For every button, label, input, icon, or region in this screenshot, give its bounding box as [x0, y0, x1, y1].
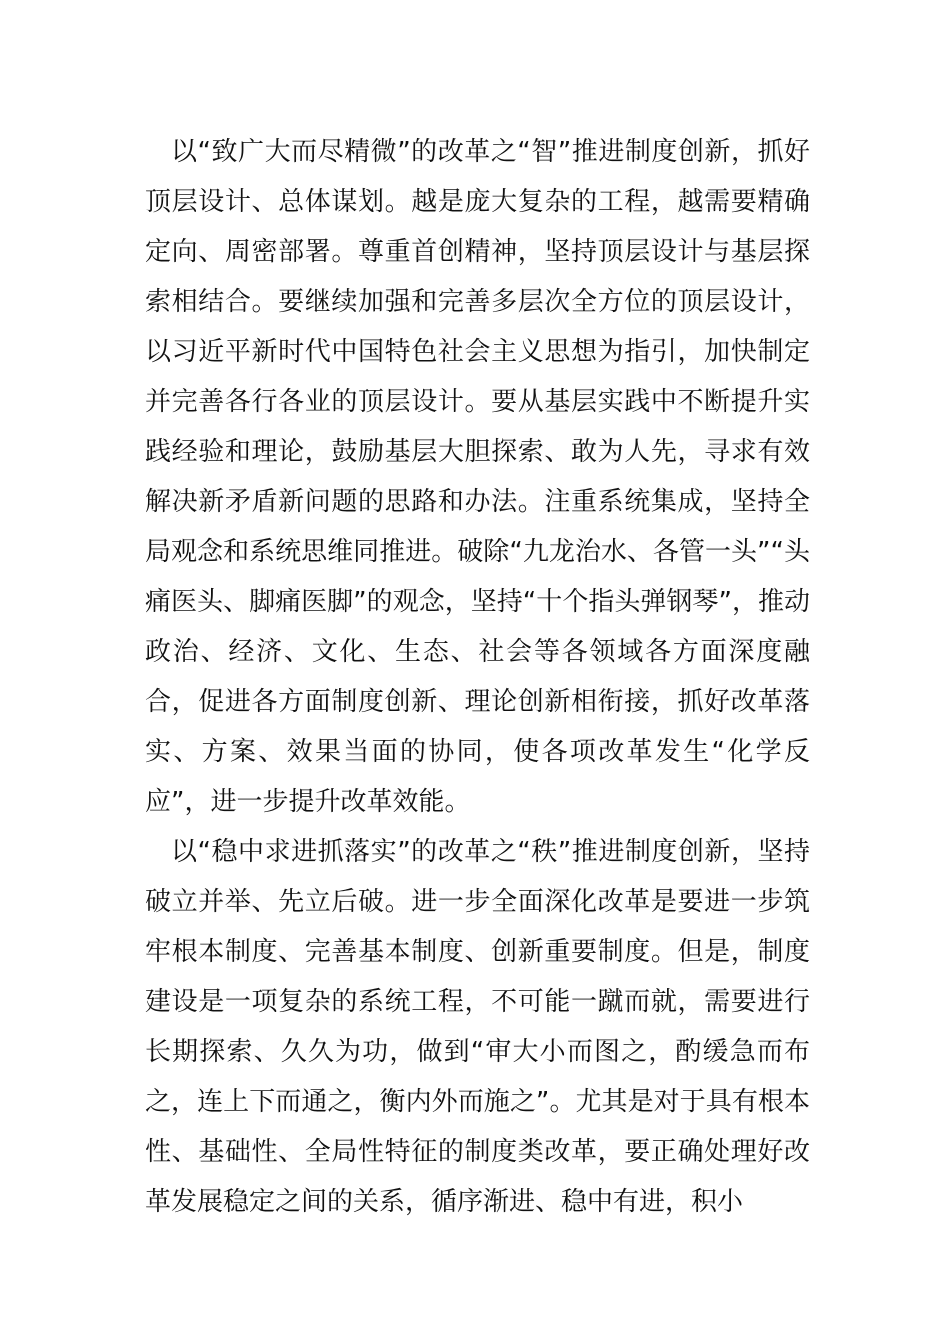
paragraph-1: 以“致广大而尽精微”的改革之“智”推进制度创新，抓好顶层设计、总体谋划。越是庞大复杂的工程，越需要精确定向、周密部署。尊重首创精神，坚持顶层设计与基层探索相结合。要继续加强和完善多层次全方位的顶层设计，以习近平新时代中国特色社会主义思想为指引，加快制定并完善各行各业的顶层设计。要从基层实践中不断提升实践经验和理论，鼓励基层大胆探索、敢为人先，寻求有效解决新矛盾新问题的思路和办法。注重系统集成，坚持全局观念和系统思维同推进。破除“九龙治水、各管一头”“头痛医头、脚痛医脚”的观念，坚持“十个指头弹钢琴”，推动政治、经济、文化、生态、社会等各领域各方面深度融合，促进各方面制度创新、理论创新相衔接，抓好改革落实、方案、效果当面的协同，使各项改革发生“化学反应”，进一步提升改革效能。	[145, 137, 810, 817]
document-body	[145, 127, 810, 1227]
paragraph-2: 以“稳中求进抓落实”的改革之“秩”推进制度创新，坚持破立并举、先立后破。进一步全面深化改革是要进一步筑牢根本制度、完善基本制度、创新重要制度。但是，制度建设是一项复杂的系统工程，不可能一蹴而就，需要进行长期探索、久久为功，做到“审大小而图之，酌缓急而布之，连上下而通之，衡内外而施之”。尤其是对于具有根本性、基础性、全局性特征的制度类改革，要正确处理好改革发展稳定之间的关系，循序渐进、稳中有进，积小	[145, 837, 810, 1217]
